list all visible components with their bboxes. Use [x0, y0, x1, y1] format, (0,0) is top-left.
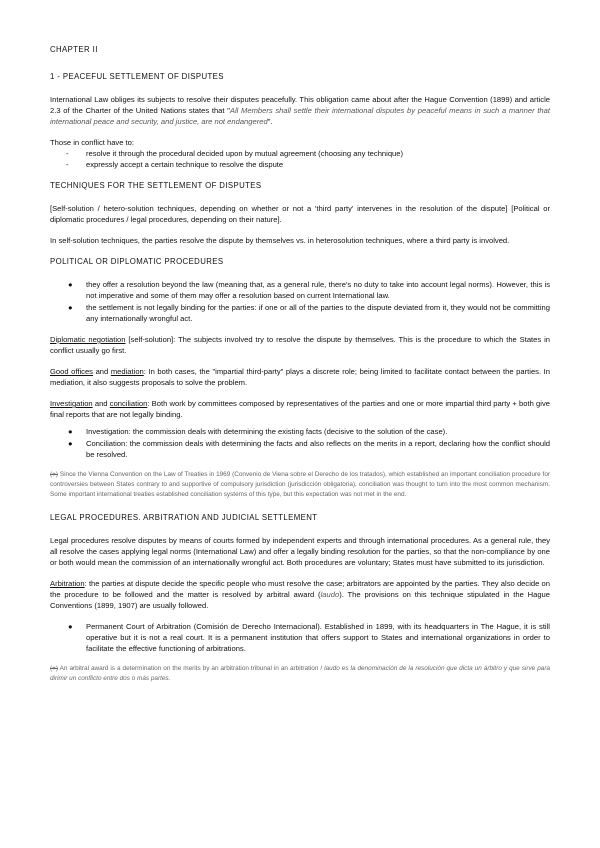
political-bullet-list: [50, 279, 550, 324]
bullet-icon: ●: [68, 622, 73, 631]
bullet-icon: ●: [68, 439, 73, 448]
list-item: - expressly accept a certain technique to resolve the dispute: [50, 159, 550, 170]
note-mark: (+): [50, 665, 58, 672]
note-mark: (+): [50, 471, 58, 478]
list-item: - resolve it through the procedural decided upon by mutual agreement (choosing any technique): [50, 148, 550, 159]
and-word: and: [92, 399, 110, 408]
note-vienna-convention: [50, 470, 550, 500]
section-title-techniques: TECHNIQUES FOR THE SETTLEMENT OF DISPUTES: [50, 181, 262, 190]
paragraph-investigation: [50, 398, 550, 420]
note-arbitral-award: [50, 664, 550, 684]
term-laudo: laudo: [320, 590, 340, 599]
paragraph-self-solution: In self-solution techniques, the parties resolve the dispute by themselves vs. in heterosolution techniques, where a third party is involved.: [50, 236, 510, 245]
paragraph-obligation: [50, 94, 550, 127]
chapter-title: CHAPTER II: [50, 45, 98, 54]
paragraph-techniques-classification: [Self-solution / hetero-solution techniques, depending on whether or not a 'third party' intervenes in the resolution of the dispute] [Political or diplomatic procedures / legal procedures, depending on their nature].: [50, 204, 550, 224]
bullet-icon: ●: [68, 280, 73, 289]
list-item-text: the settlement is not legally binding for the parties: if one or all of the parties to the dispute deviated from it, they would not be committing any internationally wrongful act.: [86, 303, 550, 323]
term-investigation: Investigation: [50, 399, 93, 408]
list-item-text: they offer a resolution beyond the law (meaning that, as a general rule, there's no duty to take into account legal norms). However, this is not imperative and some of them may offer a resolution based on current International law.: [86, 280, 550, 300]
paragraph-text: ). The provisions on this technique stipulated in the Hague Conventions (1899, 1907) are usually followed.: [50, 590, 550, 610]
term-mediation: mediation: [110, 367, 144, 376]
section-title-peaceful-settlement: 1 - PEACEFUL SETTLEMENT OF DISPUTES: [50, 72, 224, 81]
note-text: Since the Vienna Convention on the Law of Treaties in 1969 (Convenio de Viena sobre el Derecho de los tratados), which established an important conciliation procedure for controversies between States contrary to and supportive of compulsory jurisdiction (jurisdicción obligatoria), conciliation was thought to turn into the most common mechanism. Some important international treaties established conciliation systems of this type, but this expectation was not met in the end.: [50, 471, 550, 498]
paragraph-obligation-text: International Law obliges its subjects to resolve their disputes peacefully. This obligation came about after the Hague Convention (1899) and article 2.3 of the Charter of the United Nations states that ": [50, 95, 550, 115]
paragraph-text: : Both work by committees composed by representatives of the parties and one or more impartial third party + both give final reports that are not legally binding.: [50, 399, 550, 419]
term-arbitration: Arbitration: [50, 579, 85, 588]
section-title-legal: LEGAL PROCEDURES. ARBITRATION AND JUDICIAL SETTLEMENT: [50, 513, 318, 522]
note-text: An arbitral award is a determination on the merits by an arbitration tribunal in an arbitration /: [58, 665, 325, 672]
paragraph-text: : In both cases, the "impartial third-party" plays a discrete role; being limited to facilitate contact between the parties. In mediation, it also suggests proposals to solve the problem.: [50, 367, 551, 387]
bullet-icon: ●: [68, 303, 73, 312]
quote-end: ".: [267, 117, 273, 126]
investigation-bullet-list: [50, 426, 550, 460]
list-item: [50, 426, 550, 437]
paragraph-legal-procedures: Legal procedures resolve disputes by means of courts formed by independent experts and through international procedures. As a general rule, they all resolve the cases applying legal norms (International Law) and offer a legally binding resolution for the parties, so that the non-compliance by one or both would mean the commission of an internationally wrongful act. Both procedures are voluntary; States must have submitted to its jurisdiction.: [50, 536, 550, 567]
un-charter-quote: All Members shall settle their international disputes by peaceful means in such a manner that international peace and security, and justice, are not endangered: [50, 106, 550, 126]
term-conciliation: conciliation: [109, 399, 148, 408]
paragraph-good-offices: [50, 366, 550, 388]
term-good-offices: Good offices: [50, 367, 93, 376]
paragraph-text: [self-solution]: The subjects involved try to resolve the dispute by themselves. This is the procedure to which the States in conflict usually go first.: [50, 335, 550, 355]
note-text-spanish: laudo es la denominación de la resolución que dicta un árbitro y que sirve para dirimir un conflicto entre dos o más partes.: [50, 665, 551, 682]
paragraph-diplomatic-negotiation: [50, 334, 550, 356]
bullet-icon: ●: [68, 427, 73, 436]
conflict-intro: Those in conflict have to:: [50, 138, 134, 147]
and-word: and: [92, 367, 111, 376]
section-title-political: POLITICAL OR DIPLOMATIC PROCEDURES: [50, 257, 224, 266]
paragraph-text: : the parties at dispute decide the specific people who must resolve the case; arbitrators are appointed by the parties. They also decide on the procedure to be followed and the matter is resolved by arbitral award (: [50, 579, 550, 599]
list-item: [50, 302, 550, 324]
arbitration-bullet-list: [50, 621, 550, 654]
list-item-text: Investigation: the commission deals with determining the existing facts (decisive to the solution of the case).: [86, 427, 448, 436]
list-item: [50, 279, 550, 301]
list-item: [50, 621, 550, 654]
list-item-text: Conciliation: the commission deals with determining the facts and also reflects on the merits in a report, declaring how the conflict should be resolved.: [86, 439, 550, 459]
conflict-list: [50, 148, 550, 170]
paragraph-arbitration: [50, 578, 550, 611]
list-item-text: Permanent Court of Arbitration (Comisión de Derecho Internacional). Established in 1899, with its headquarters in The Hague, it is still operative but it is not a real court. It is a permanent institution that offers support to States and international organizations in order to facilitate the effective functioning of arbitrations.: [86, 622, 550, 653]
list-item: [50, 438, 550, 460]
term-diplomatic-negotiation: Diplomatic negotiation: [50, 335, 126, 344]
